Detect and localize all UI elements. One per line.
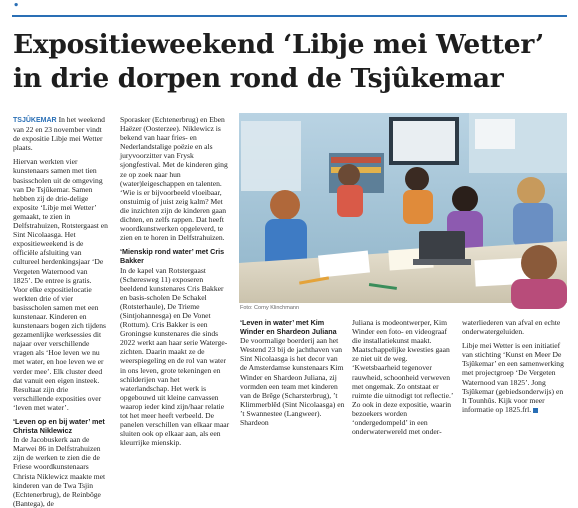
article-column-2 xyxy=(120,115,230,447)
body-paragraph: Juliana is modeontwerper, Kim Winder een foto- en videograaf die installatiekunst maakt. Maatschappelijke kwesties gaan ze niet uit de weg. ‘Kwetsbaarheid tegenover rauwheid, schoonheid verweven met ongemak. Zo ontstaat er ruimte die uitnodigt tot reflectie.’ Zo ook in deze expositie, waarin bezoekers worden ‘ondergedompeld’ in een onderwaterwereld met onder- xyxy=(352,318,453,437)
body-paragraph: In de kapel van Rotstergaast (Scheresweg 11) exposeren beeldend kunstenares Cris Bakker en basis-scholen De Schakel (Rotsterhaule), De Trieme (Sintjohannesga) en De Vonet (Rottum). Cris Bakker is een Groningse kunstenares die sinds 2022 werkt aan haar serie Waterge-zichten. Daarin maakt ze de weerspiegeling en de rol van water in ons leven, grote tekeningen en schilderijen van het waterlandschap. Het werk is opgebouwd uit kleine canvassen waarop ieder kind zijn/haar relatie tot het meer heeft verbeeld. De panelen verschillen van elkaar maar sluiten ook op elkaar aan, als een kleurrijke mienskip. xyxy=(120,265,230,448)
body-paragraph: De voormalige boerderij aan het Westend 23 bij de jachthaven van Sint Nicolaasga is het decor van de Amsterdamse kunstenaars Kim Winder en Shardeon Juliana, zij vormden een team met kinderen van de Brêge (Scharsterbrug), ’t Klimmerblêd (Sint Nicolaasga) en ’t Swannestee (Langweer). Shardeon xyxy=(240,336,345,428)
subheading: ‘Leven in water’ met Kim Winder en Shardeon Juliana xyxy=(240,318,337,337)
photo-caption: Foto: Corny Klinchmann xyxy=(240,305,299,311)
kicker-label: TSJÛKEMAR xyxy=(13,117,57,124)
body-paragraph: Sporasker (Echtenerbrug) en Eben Haëzer (Oosterzee). Niklewicz is bekend van haar fries- en Nederlandstalige poëzie en als juryvoorzitter van Frysk sjongfestival. Met de kinderen ging ze op zoek naar hun (water)leigeschappen en talenten. ‘Wie is er bijvoorbeeld vloeibaar, onstuimig of juist zeig kalm? Met die inzichten zijn de kinderen gaan dichten, en zelfs rappen. Dat heeft woordkunstwerken opgeleverd, te zien en te horen in Delfstrahuizen. xyxy=(120,115,228,243)
intro-paragraph xyxy=(13,115,109,152)
body-paragraph: waterliederen van afval en echte onderwatergeluiden. xyxy=(462,318,561,337)
section-title-fragment: . xyxy=(13,0,21,11)
end-of-article-square-icon xyxy=(533,408,538,413)
header-rule xyxy=(12,15,567,17)
article-column-5 xyxy=(462,318,567,414)
closing-text: Libje mei Wetter is een initiatief van stichting ‘Kunst en Meer De Tsjûkemar’ en een samenwerking met projectgroep ‘De Vergeten Waternood van 1825’. Jong Tsjûkemar (gebiedsonderwijs) en It Tounhûs. Kijk voor meer informatie op 1825.frl. xyxy=(462,341,564,414)
classroom-photo xyxy=(239,113,567,303)
body-paragraph: Voor elke expositielocatie werkten drie of vier basisscholen samen met een kunstenaar. Kinderen en kunstenaars bogen zich tijdens gezamenlijke werksessies dit najaar over verschillende vragen als ‘Hoe leven we nu met water, en hoe leven we er verder mee’. Elk cluster deed dat vanuit een eigen insteek. Resultaat zijn drie verschillende exposities over ‘leven met water’. xyxy=(13,284,106,412)
headline-line-1: Expositieweekend ‘Libje mei Wetter’ xyxy=(13,29,544,60)
body-paragraph: In de Jacobuskerk aan de Marwei 86 in Delfstrahuizen zijn de werken te zien die de Friese woordkunstenaars Christa Niklewicz maakte met kinderen van de Twa Tsjin (Echtenerbrug), de Reinbôge (Bantega), de xyxy=(13,435,106,508)
article-headline xyxy=(13,28,565,96)
classroom-photo-illustration xyxy=(239,113,567,303)
headline-line-2: in drie dorpen rond de Tsjûkemar xyxy=(13,63,504,94)
body-paragraph: Hiervan werkten vier kunstenaars samen met tien basisscholen uit de omgeving van De Tsjûkemar. Samen hebben zij de drie-delige exposite ‘Libje mei Wetter’ gemaakt, te zien in Delfstrahuizen, Rotstergaast en Sint Nicolaasga. Het expositieweekend is de officiële afsluiting van cultureel herdenkingsjaar ‘De Vergeten Waternood van 1825’. De entree is gratis. xyxy=(13,157,108,285)
article-column-4 xyxy=(352,318,456,436)
article-column-1 xyxy=(13,115,109,508)
intro-text: In het weekend van 22 en 23 november vindt de expositie Libje mei Wetter plaats. xyxy=(13,115,105,153)
article-column-3 xyxy=(240,318,346,427)
page-header-cut xyxy=(0,0,578,14)
subheading: ‘Leven op en bij water’ met Christa Niklewicz xyxy=(13,417,105,436)
body-paragraph xyxy=(462,341,567,414)
subheading: ‘Mienskip rond water’ met Cris Bakker xyxy=(120,247,225,266)
